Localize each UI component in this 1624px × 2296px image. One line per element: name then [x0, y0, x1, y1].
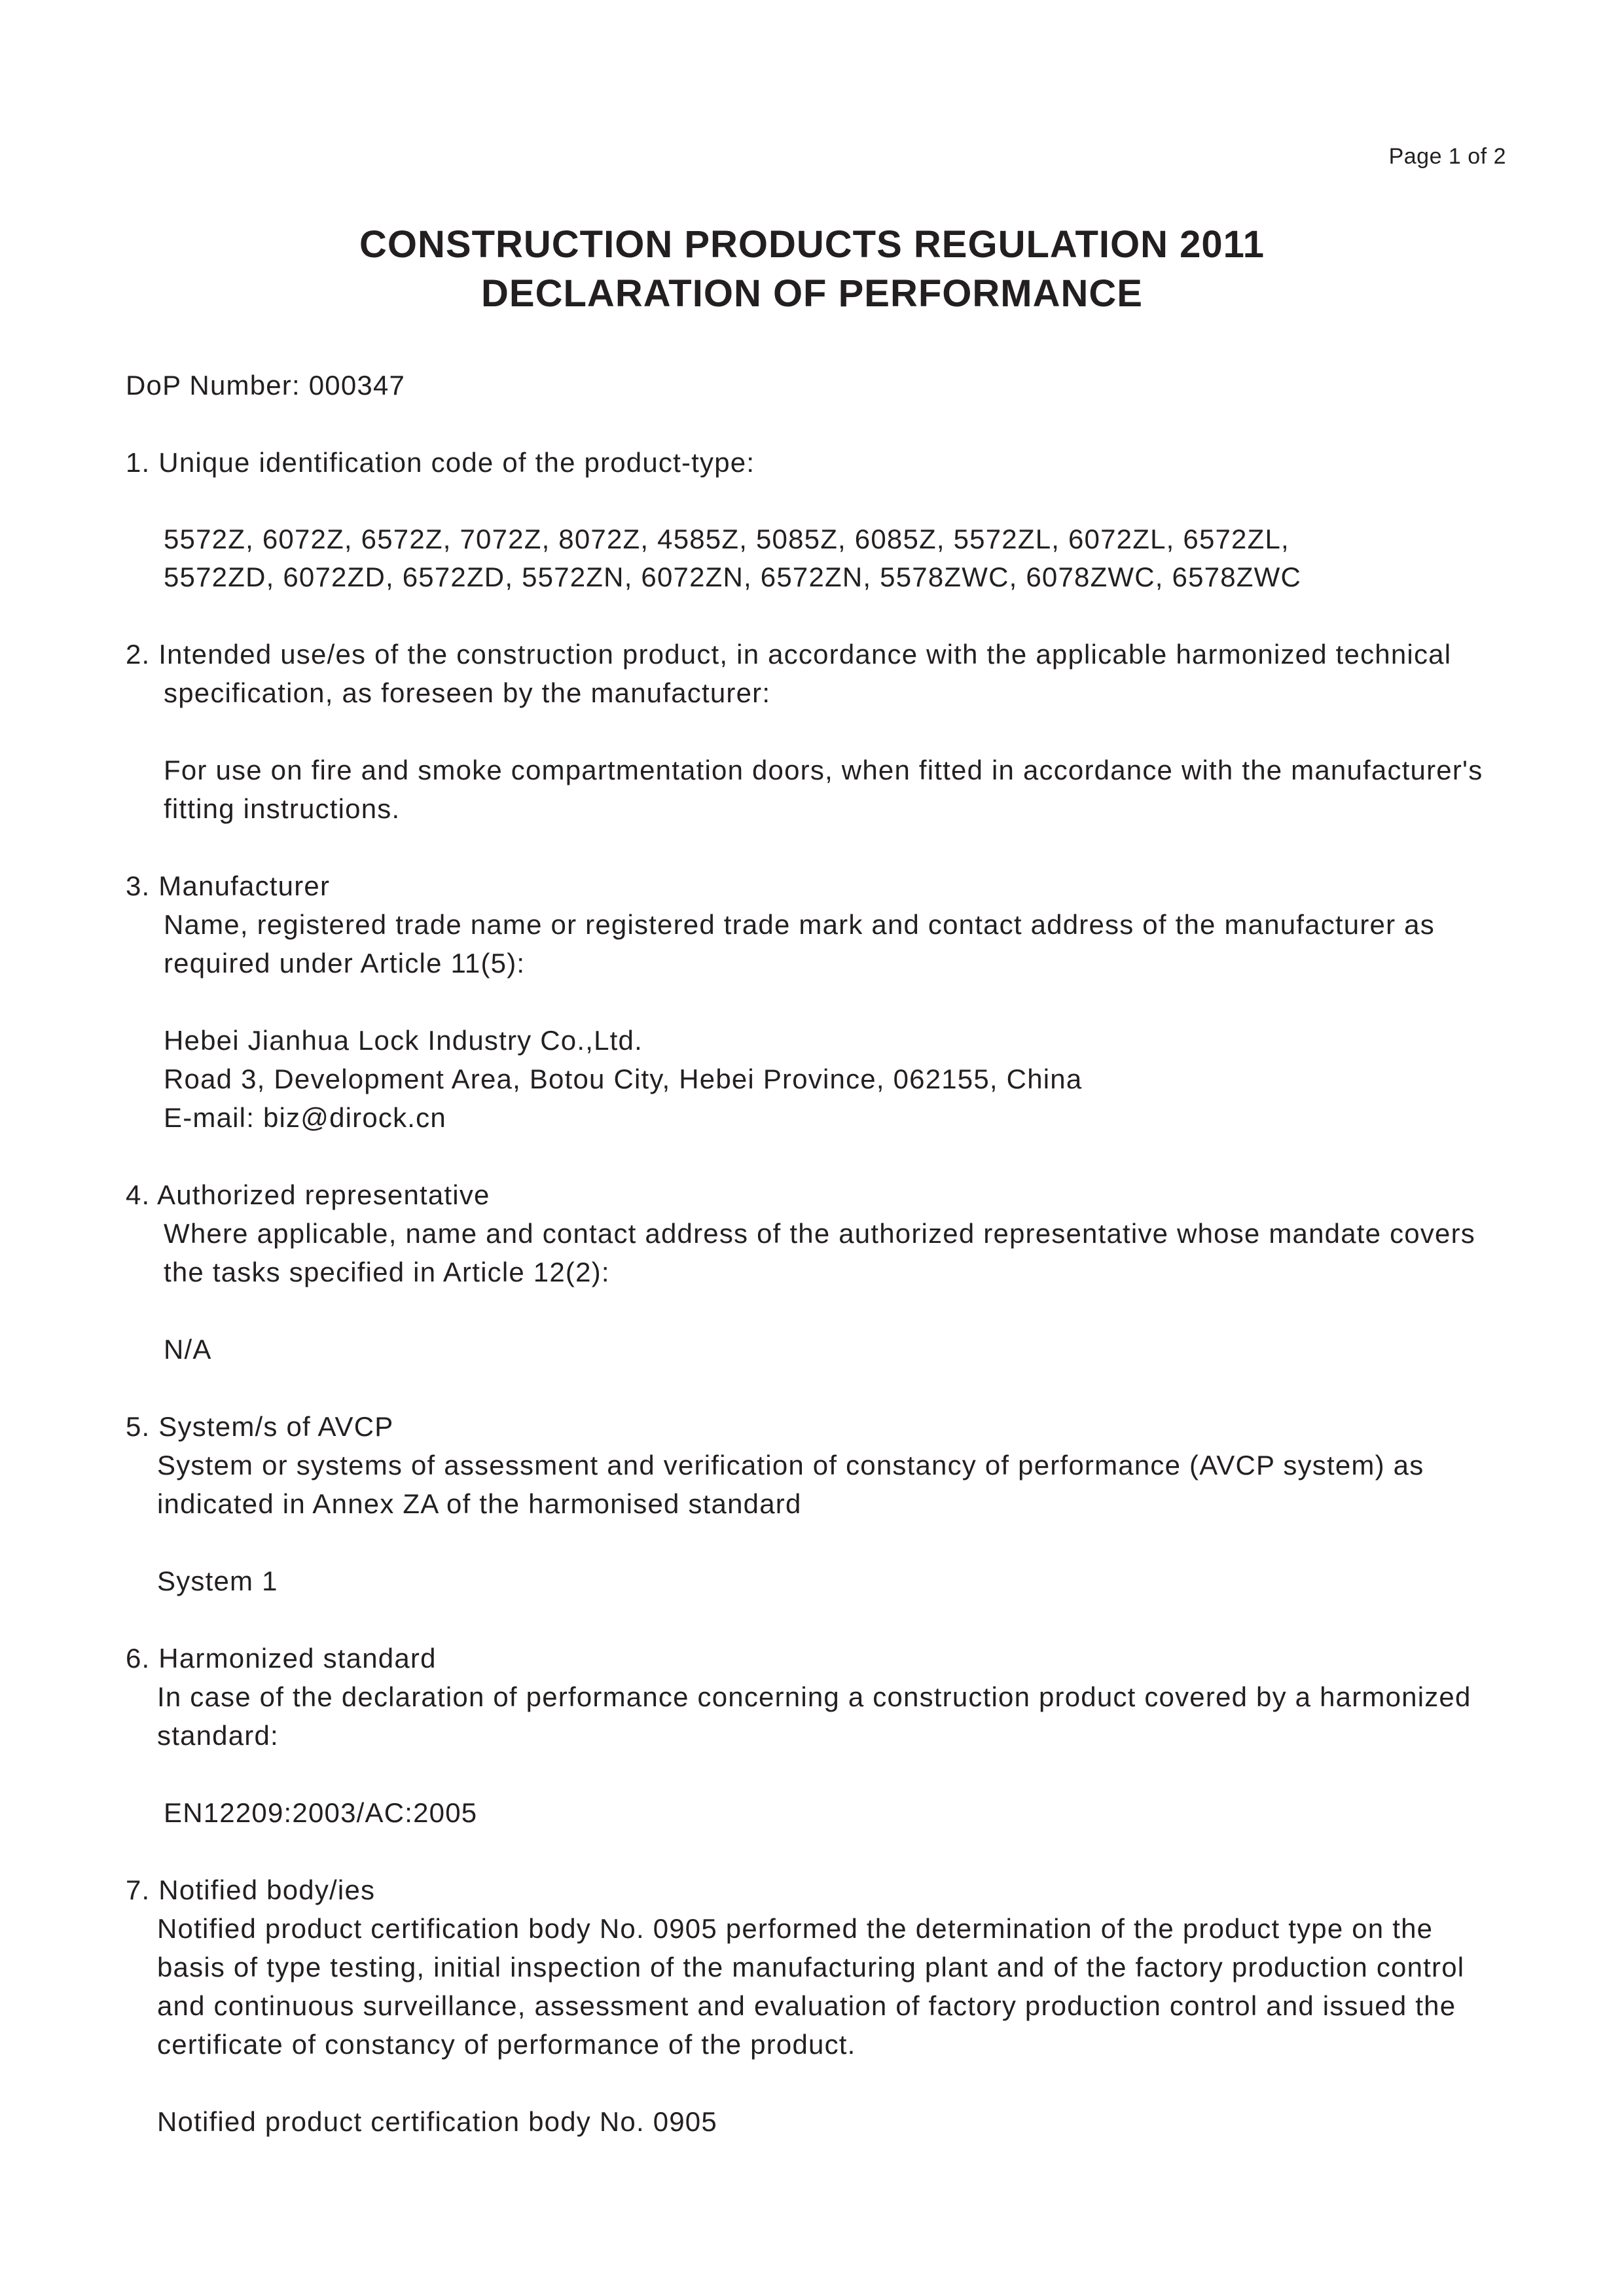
section-6-desc-line-2: standard:: [157, 1720, 279, 1751]
section-6-heading: 6. Harmonized standard: [126, 1643, 437, 1674]
section-4-desc-line-2: the tasks specified in Article 12(2):: [164, 1257, 610, 1287]
document-title-line-2: DECLARATION OF PERFORMANCE: [481, 272, 1143, 315]
section-2-heading-continued: specification, as foreseen by the manufacturer:: [164, 677, 771, 708]
avcp-system-value: System 1: [157, 1566, 278, 1596]
manufacturer-address: Road 3, Development Area, Botou City, Hebei Province, 062155, China: [164, 1064, 1083, 1094]
section-1-heading: 1. Unique identification code of the product-type:: [126, 447, 755, 478]
section-1-codes-line-2: 5572ZD, 6072ZD, 6572ZD, 5572ZN, 6072ZN, 6572ZN, 5578ZWC, 6078ZWC, 6578ZWC: [164, 562, 1302, 592]
manufacturer-email: E-mail: biz@dirock.cn: [164, 1102, 446, 1133]
section-3-desc-line-1: Name, registered trade name or registered trade mark and contact address of the manufacturer as: [164, 909, 1435, 940]
authorized-representative-value: N/A: [164, 1334, 212, 1365]
section-7-desc-line-1: Notified product certification body No. 0905 performed the determination of the product type on the: [157, 1913, 1434, 1944]
harmonized-standard-value: EN12209:2003/AC:2005: [164, 1797, 478, 1828]
section-4-heading: 4. Authorized representative: [126, 1179, 490, 1210]
section-3-desc-line-2: required under Article 11(5):: [164, 948, 526, 978]
section-7-desc-line-4: certificate of constancy of performance of the product.: [157, 2029, 856, 2060]
section-2-heading: 2. Intended use/es of the construction product, in accordance with the applicable harmonized technical: [126, 639, 1452, 670]
section-5-heading: 5. System/s of AVCP: [126, 1411, 394, 1442]
section-7-desc-line-3: and continuous surveillance, assessment and evaluation of factory production control and issued the: [157, 1990, 1456, 2021]
notified-body-value: Notified product certification body No. 0905: [157, 2106, 717, 2137]
section-5-desc-line-2: indicated in Annex ZA of the harmonised standard: [157, 1488, 802, 1519]
section-7-heading: 7. Notified body/ies: [126, 1874, 376, 1905]
section-6-desc-line-1: In case of the declaration of performance concerning a construction product covered by a harmonized: [157, 1681, 1471, 1712]
document-title-line-1: CONSTRUCTION PRODUCTS REGULATION 2011: [359, 223, 1265, 266]
page-number: Page 1 of 2: [1388, 144, 1506, 169]
section-2-body-line-2: fitting instructions.: [164, 793, 401, 824]
section-5-desc-line-1: System or systems of assessment and verification of constancy of performance (AVCP system) as: [157, 1450, 1424, 1480]
manufacturer-company-name: Hebei Jianhua Lock Industry Co.,Ltd.: [164, 1025, 643, 1056]
dop-number: DoP Number: 000347: [126, 370, 406, 401]
section-3-heading: 3. Manufacturer: [126, 870, 331, 901]
section-1-codes-line-1: 5572Z, 6072Z, 6572Z, 7072Z, 8072Z, 4585Z, 5085Z, 6085Z, 5572ZL, 6072ZL, 6572ZL,: [164, 524, 1290, 554]
section-4-desc-line-1: Where applicable, name and contact address of the authorized representative whose mandate covers: [164, 1218, 1475, 1249]
section-7-desc-line-2: basis of type testing, initial inspection of the manufacturing plant and of the factory production control: [157, 1952, 1465, 1982]
section-2-body-line-1: For use on fire and smoke compartmentation doors, when fitted in accordance with the manufacturer's: [164, 755, 1483, 785]
